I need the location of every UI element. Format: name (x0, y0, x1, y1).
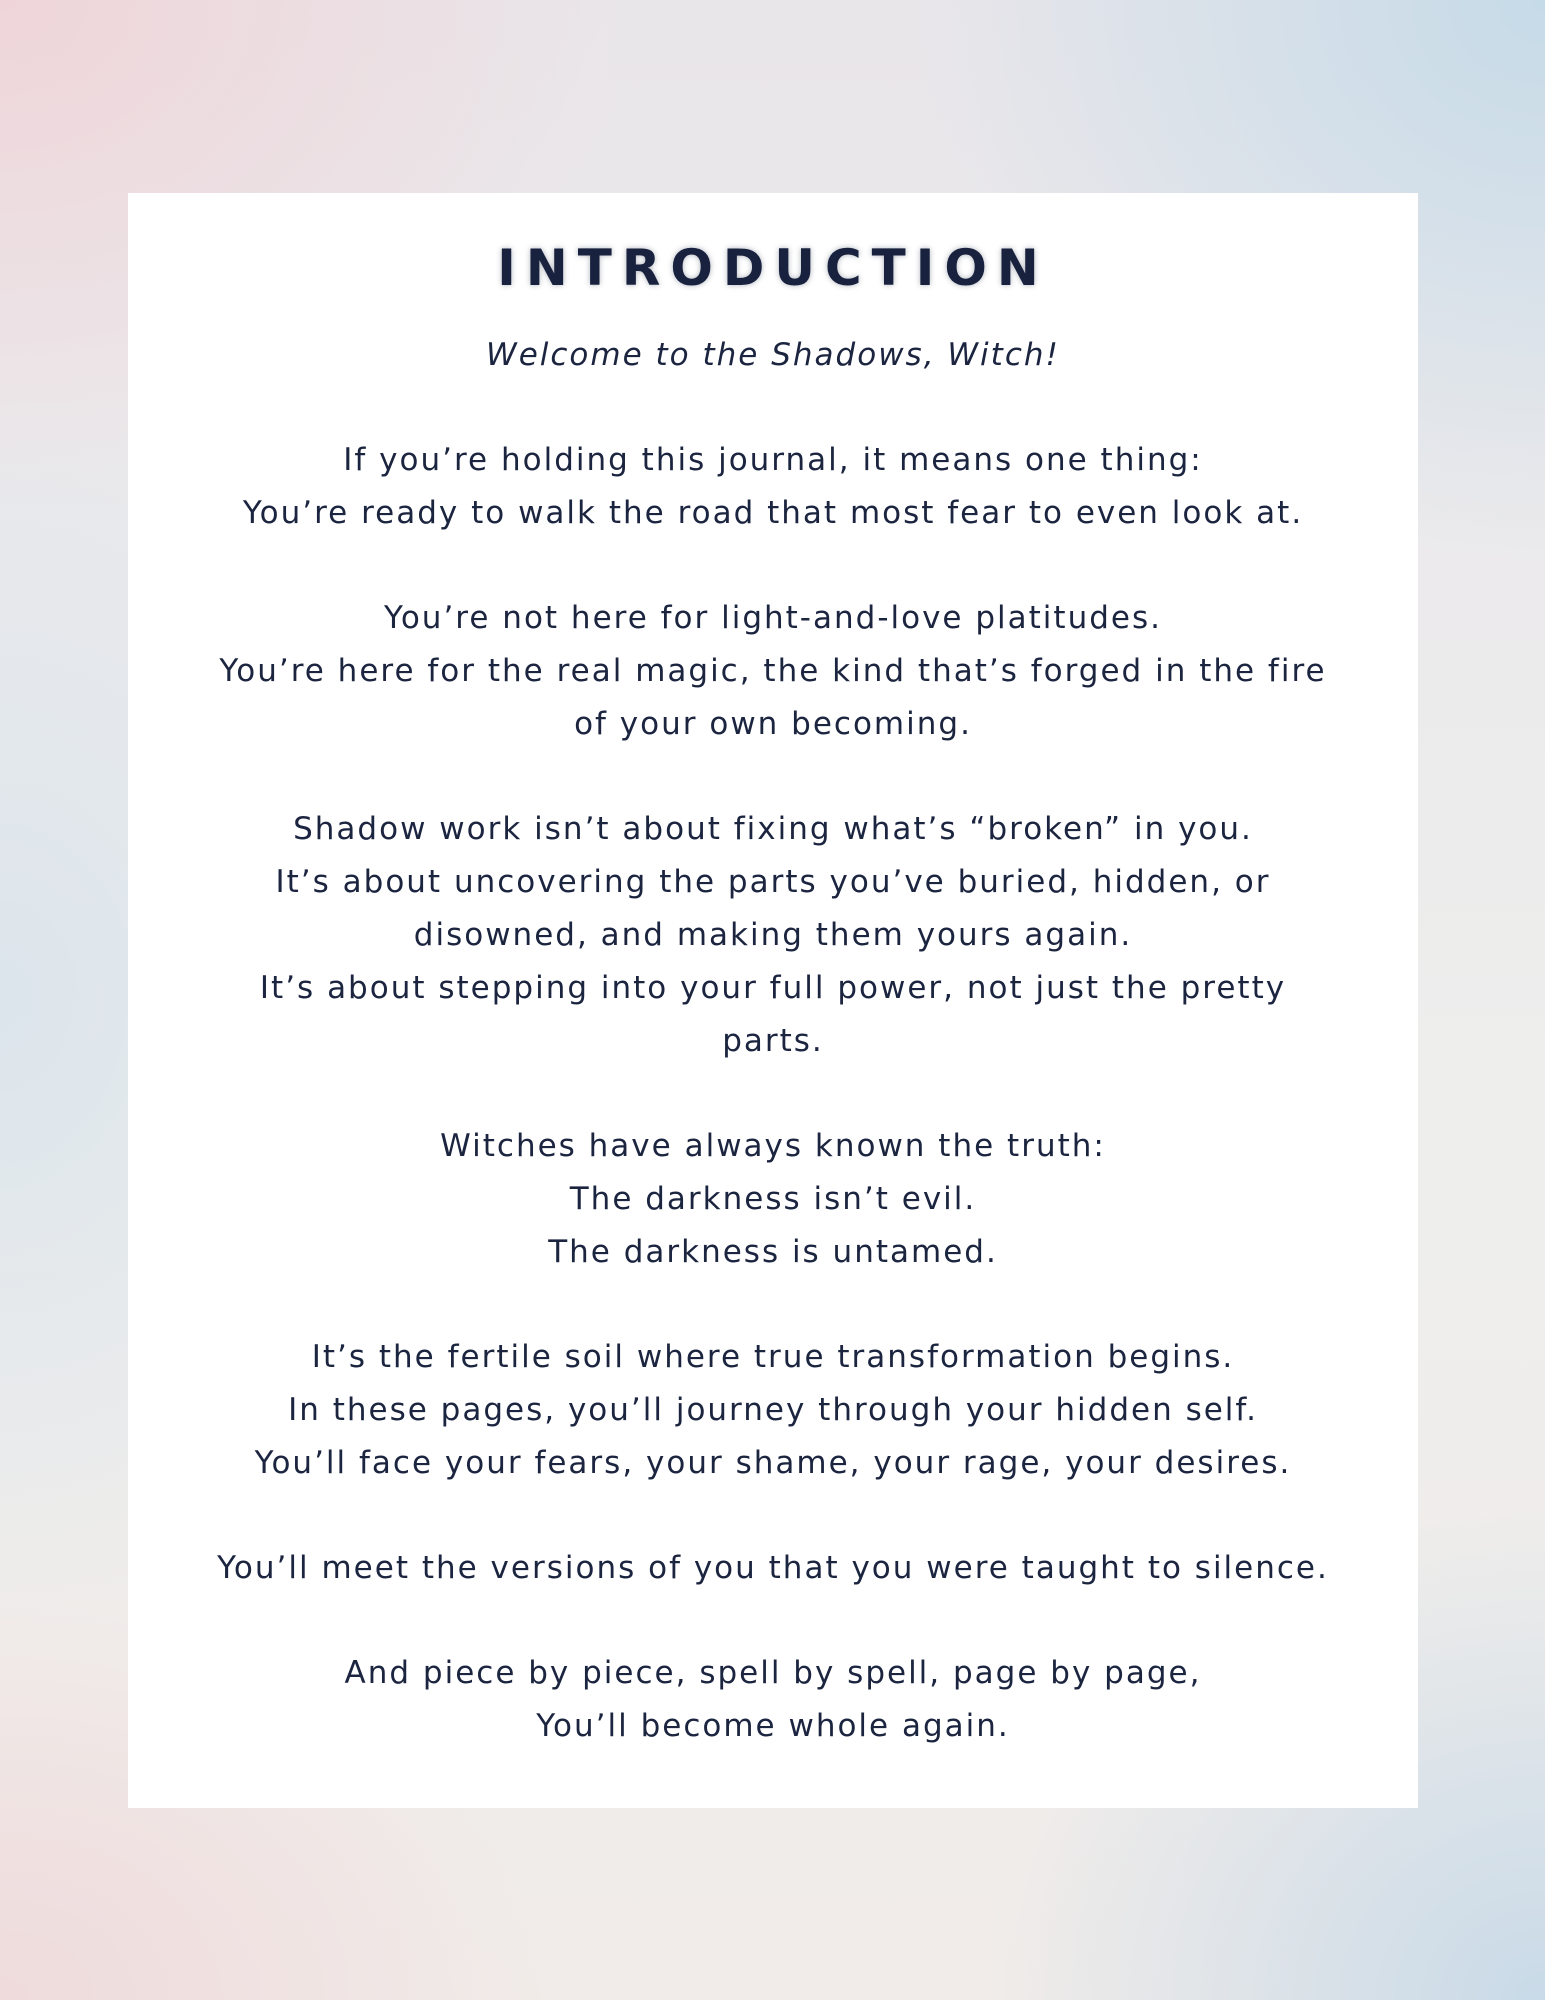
text-line: You’ll meet the versions of you that you were taught to silence. (217, 1550, 1329, 1586)
text-line: Shadow work isn’t about fixing what’s “broken” in you. (293, 811, 1253, 847)
text-line: of your own becoming. (574, 706, 972, 742)
text-line: If you’re holding this journal, it means one thing: (343, 442, 1203, 478)
text-line: The darkness isn’t evil. (569, 1181, 977, 1217)
text-line: And piece by piece, spell by spell, page by page, (344, 1655, 1202, 1691)
text-line: It’s the fertile soil where true transformation begins. (311, 1339, 1235, 1375)
paragraph (128, 1331, 1418, 1490)
paragraph (128, 1647, 1418, 1753)
paragraph (128, 1120, 1418, 1279)
page-subtitle: Welcome to the Shadows, Witch! (486, 337, 1060, 373)
content-card (128, 193, 1418, 1808)
text-line: In these pages, you’ll journey through your hidden self. (288, 1392, 1258, 1428)
paragraph (128, 434, 1418, 540)
text-line: You’ll face your fears, your shame, your rage, your desires. (254, 1445, 1292, 1481)
text-line: You’ll become whole again. (536, 1708, 1010, 1744)
paragraph (128, 1542, 1418, 1595)
text-line: parts. (722, 1023, 824, 1059)
paragraph (128, 803, 1418, 1068)
text-line: Witches have always known the truth: (440, 1128, 1106, 1164)
text-line: The darkness is untamed. (548, 1234, 998, 1270)
page-title: INTRODUCTION (497, 239, 1049, 297)
text-line: disowned, and making them yours again. (413, 917, 1133, 953)
text-line: It’s about stepping into your full power, not just the pretty (259, 970, 1287, 1006)
text-line: You’re not here for light-and-love platitudes. (384, 600, 1162, 636)
text-line: It’s about uncovering the parts you’ve buried, hidden, or (275, 864, 1271, 900)
paragraph (128, 592, 1418, 751)
text-line: You’re ready to walk the road that most fear to even look at. (242, 495, 1304, 531)
text-line: You’re here for the real magic, the kind that’s forged in the fire (219, 653, 1327, 689)
